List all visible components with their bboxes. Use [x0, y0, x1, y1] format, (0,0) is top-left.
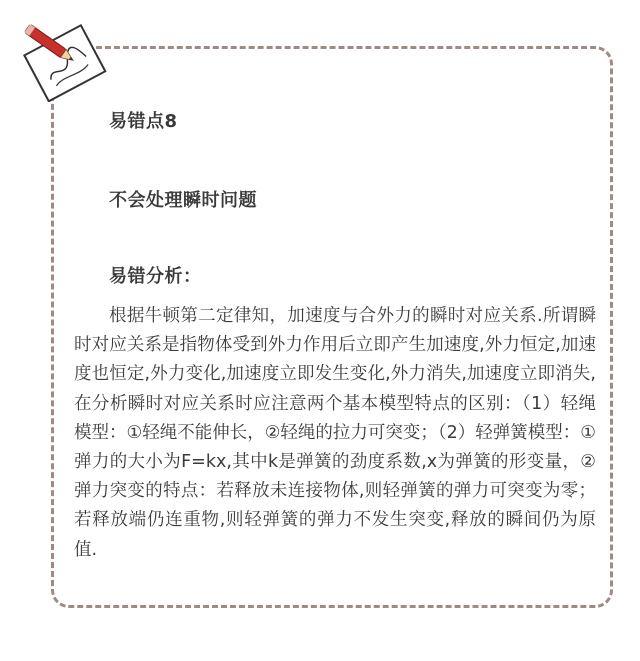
- pencil-note-icon: [18, 22, 110, 102]
- topic-heading: 不会处理瞬时问题: [109, 190, 257, 211]
- analysis-heading: 易错分析：: [109, 266, 202, 287]
- page-title: 易错点8: [109, 111, 178, 132]
- analysis-paragraph: 根据牛顿第二定律知，加速度与合外力的瞬时对应关系.所谓瞬时对应关系是指物体受到外力作用后立即产生加速度,外力恒定,加速度也恒定,外力变化,加速度立即发生变化,外力消失,加速度立即消失,在分析瞬时对应关系时应注意两个基本模型特点的区别：（1）轻绳模型：①轻绳不能伸长，②轻绳的拉力可突变；（2）轻弹簧模型：①弹力的大小为F=kx,其中k是弹簧的劲度系数,x为弹簧的形变量，②弹力突变的特点：若释放未连接物体,则轻弹簧的弹力可突变为零；若释放端仍连重物,则轻弹簧的弹力不发生突变,释放的瞬间仍为原值.: [74, 306, 596, 560]
